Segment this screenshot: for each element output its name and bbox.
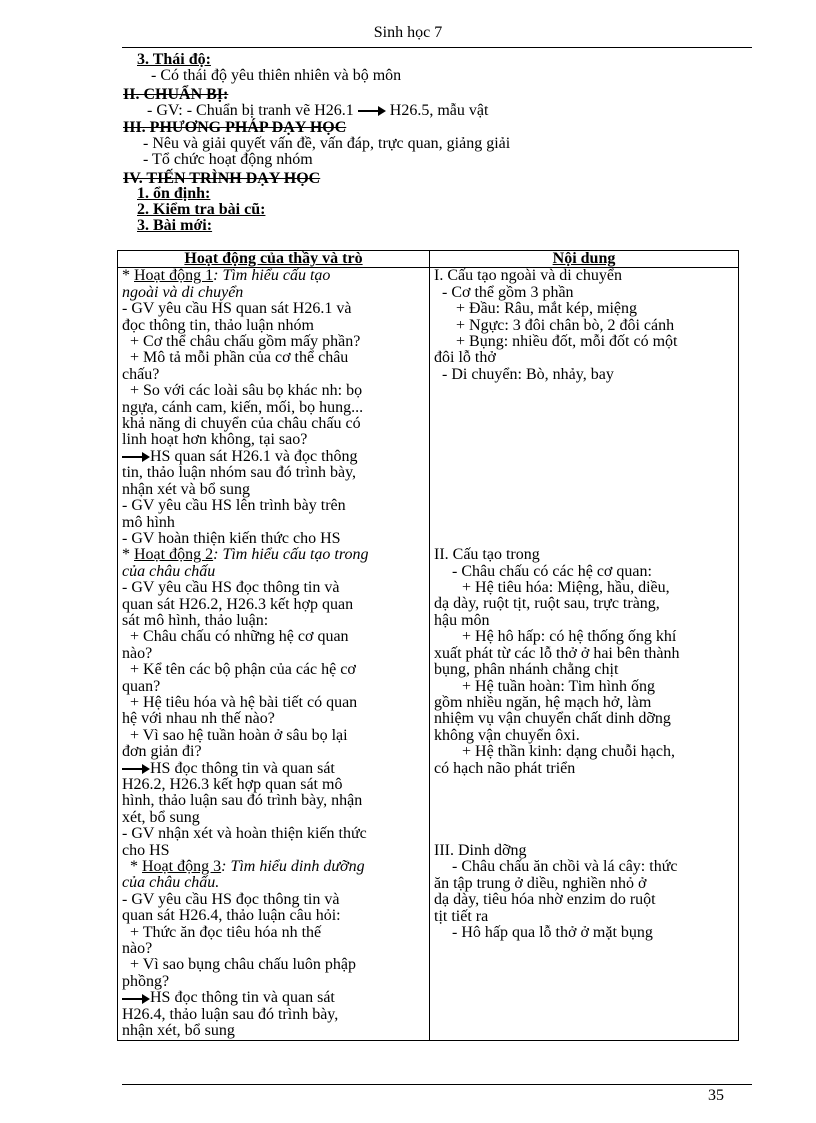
spacer bbox=[434, 777, 734, 843]
text-line: + Hệ tiêu hóa: Miệng, hầu, diều, bbox=[462, 579, 670, 597]
text-line: gồm nhiều ngăn, hệ mạch hở, làm bbox=[434, 693, 652, 711]
page-header-title: Sinh học 7 bbox=[373, 24, 443, 41]
text-line: HS quan sát H26.1 và đọc thông bbox=[122, 449, 425, 465]
text-line: - GV yêu cầu HS lên trình bày trên bbox=[122, 497, 346, 515]
activities-cell bbox=[118, 268, 430, 1040]
col-content-header: Nội dung bbox=[430, 251, 739, 268]
text-line: tin, thảo luận nhóm sau đó trình bày, bbox=[122, 464, 357, 482]
text-line: - GV yêu cầu HS đọc thông tin và bbox=[122, 579, 340, 597]
text-line: nhiệm vụ vận chuyển chất dinh dỡng bbox=[434, 710, 671, 728]
text-line: - GV nhận xét và hoàn thiện kiến thức bbox=[122, 825, 367, 843]
process-heading: IV. TIẾN TRÌNH DẠY HỌC bbox=[123, 170, 321, 187]
text-line: ăn tập trung ở diều, nghiền nhỏ ở bbox=[434, 874, 647, 892]
step-3: 3. Bài mới: bbox=[137, 217, 213, 234]
text-line: bụng, phân nhánh chằng chịt bbox=[434, 661, 619, 679]
activity-1-title: * Hoạt động 1: Tìm hiểu cấu tạo bbox=[122, 267, 331, 285]
text-line: + Châu chấu có những hệ cơ quan bbox=[130, 628, 349, 646]
text-line: + Ngực: 3 đôi chân bò, 2 đôi cánh bbox=[456, 316, 675, 334]
text-line: HS đọc thông tin và quan sát bbox=[122, 761, 425, 777]
step-2: 2. Kiểm tra bài cũ: bbox=[137, 201, 266, 218]
section-3-title: III. Dinh dỡng bbox=[434, 841, 527, 859]
text-line: + Hệ hô hấp: có hệ thống ống khí bbox=[462, 628, 677, 646]
prep-text: - GV: - Chuẩn bị tranh vẽ H26.1 H26.5, mẫu vật bbox=[147, 102, 489, 119]
text-line: - GV yêu cầu HS đọc thông tin và bbox=[122, 890, 340, 908]
text-line: - GV yêu cầu HS quan sát H26.1 và bbox=[122, 300, 352, 318]
text-line: nào? bbox=[122, 940, 153, 958]
text-line: - GV hoàn thiện kiến thức cho HS bbox=[122, 529, 341, 547]
text-line: nào? bbox=[122, 644, 153, 662]
text-line: hậu môn bbox=[434, 611, 490, 629]
text-line: nhận xét, bổ sung bbox=[122, 1022, 235, 1040]
text-line: nhận xét và bổ sung bbox=[122, 480, 250, 498]
attitude-heading: 3. Thái độ: bbox=[137, 51, 211, 68]
text-line: + Cơ thể châu chấu gồm mấy phần? bbox=[130, 333, 361, 351]
text-line: quan sát H26.4, thảo luận câu hỏi: bbox=[122, 907, 341, 925]
text-line: - Hô hấp qua lỗ thở ở mặt bụng bbox=[452, 923, 653, 941]
section-1-title: I. Cấu tạo ngoài và di chuyển bbox=[434, 267, 622, 285]
text-line: + Kể tên các bộ phận của các hệ cơ bbox=[130, 661, 356, 679]
text-line: + Hệ tuần hoàn: Tim hình ống bbox=[462, 677, 656, 695]
text-line: + Đầu: Râu, mắt kép, miệng bbox=[456, 300, 637, 318]
arrow-right-icon bbox=[122, 452, 150, 462]
text-line: khả năng di chuyển của châu chấu có bbox=[122, 415, 361, 433]
text-line: HS đọc thông tin và quan sát bbox=[122, 990, 425, 1006]
table-header-row bbox=[118, 251, 739, 268]
method-line-1: - Nêu và giải quyết vấn đề, vấn đáp, trực quan, giảng giải bbox=[143, 135, 511, 152]
text-line: mô hình bbox=[122, 513, 175, 531]
text-line: không vận chuyển ôxi. bbox=[434, 726, 580, 744]
text-line: có hạch não phát triển bbox=[434, 759, 576, 777]
text-line: chấu? bbox=[122, 365, 160, 383]
text-line: dạ dày, tiêu hóa nhờ enzim do ruột bbox=[434, 891, 656, 909]
prep-heading: II. CHUẨN BỊ: bbox=[123, 86, 229, 103]
page-number: 35 bbox=[708, 1087, 724, 1104]
section-2-title: II. Cấu tạo trong bbox=[434, 546, 540, 564]
text-line: - Châu chấu có các hệ cơ quan: bbox=[452, 562, 652, 580]
text-line: tịt tiết ra bbox=[434, 907, 489, 925]
text-line: của châu chấu bbox=[122, 562, 216, 580]
step-1: 1. ổn định: bbox=[137, 185, 211, 202]
text-line: xuất phát từ các lỗ thở ở hai bên thành bbox=[434, 644, 680, 662]
text-line: ngoài và di chuyển bbox=[122, 283, 244, 301]
text-line: quan? bbox=[122, 677, 161, 695]
text-line: - Di chuyển: Bò, nhảy, bay bbox=[442, 365, 614, 383]
attitude-text: - Có thái độ yêu thiên nhiên và bộ môn bbox=[151, 67, 402, 84]
text-line: H26.2, H26.3 kết hợp quan sát mô bbox=[122, 776, 343, 793]
text-line: - Châu chấu ăn chồi và lá cây: thức bbox=[452, 858, 678, 876]
text-line: của châu chấu. bbox=[122, 874, 220, 892]
arrow-right-icon bbox=[122, 764, 150, 774]
text-line: + Hệ tiêu hóa và hệ bài tiết có quan bbox=[130, 693, 358, 711]
text-line: + Bụng: nhiều đốt, mỗi đốt có một bbox=[456, 333, 678, 351]
arrow-right-icon bbox=[122, 994, 150, 1004]
text-line: + Mô tả mỗi phần của cơ thể châu bbox=[130, 349, 349, 367]
text-line: + Thức ăn đọc tiêu hóa nh thế bbox=[130, 923, 322, 941]
text-line: dạ dày, ruột tịt, ruột sau, trực tràng, bbox=[434, 595, 660, 613]
spacer bbox=[434, 383, 734, 547]
text-line: xét, bổ sung bbox=[122, 808, 200, 826]
text-line: cho HS bbox=[122, 841, 170, 859]
content-cell bbox=[430, 268, 739, 1040]
header-rule bbox=[122, 47, 752, 48]
lesson-table bbox=[117, 250, 739, 1041]
text-line: đọc thông tin, thảo luận nhóm bbox=[122, 316, 314, 334]
footer-rule bbox=[122, 1084, 752, 1085]
activity-3-title: * Hoạt động 3: Tìm hiểu dinh dưỡng bbox=[130, 858, 365, 876]
text-line: + Vì sao hệ tuần hoàn ở sâu bọ lại bbox=[130, 726, 348, 744]
text-line: + Vì sao bụng châu chấu luôn phập bbox=[130, 956, 357, 974]
text-line: linh hoạt hơn không, tại sao? bbox=[122, 431, 308, 449]
text-line: H26.4, thảo luận sau đó trình bày, bbox=[122, 1005, 339, 1023]
text-line: đôi lỗ thở bbox=[434, 349, 496, 367]
activity-2-title: * Hoạt động 2: Tìm hiểu cấu tạo trong bbox=[122, 546, 369, 564]
method-line-2: - Tổ chức hoạt động nhóm bbox=[143, 151, 313, 168]
text-line: quan sát H26.2, H26.3 kết hợp quan bbox=[122, 595, 354, 613]
text-line: - Cơ thể gồm 3 phần bbox=[442, 283, 574, 301]
col-activities-header: Hoạt động của thầy và trò bbox=[118, 251, 430, 268]
method-heading: III. PHƯƠNG PHÁP DẠY HỌC bbox=[123, 119, 347, 136]
text-line: hệ với nhau nh thế nào? bbox=[122, 710, 275, 728]
text-line: hình, thảo luận sau đó trình bày, nhận bbox=[122, 792, 363, 810]
text-line: đơn giản đi? bbox=[122, 743, 202, 761]
text-line: + So với các loài sâu bọ khác nh: bọ bbox=[130, 382, 363, 400]
arrow-right-icon bbox=[358, 106, 386, 116]
text-line: + Hệ thần kinh: dạng chuỗi hạch, bbox=[462, 743, 675, 761]
text-line: sát mô hình, thảo luận: bbox=[122, 611, 269, 629]
text-line: ngựa, cánh cam, kiến, mối, bọ hung... bbox=[122, 398, 364, 416]
table-row bbox=[118, 268, 739, 1040]
text-line: phồng? bbox=[122, 972, 170, 990]
